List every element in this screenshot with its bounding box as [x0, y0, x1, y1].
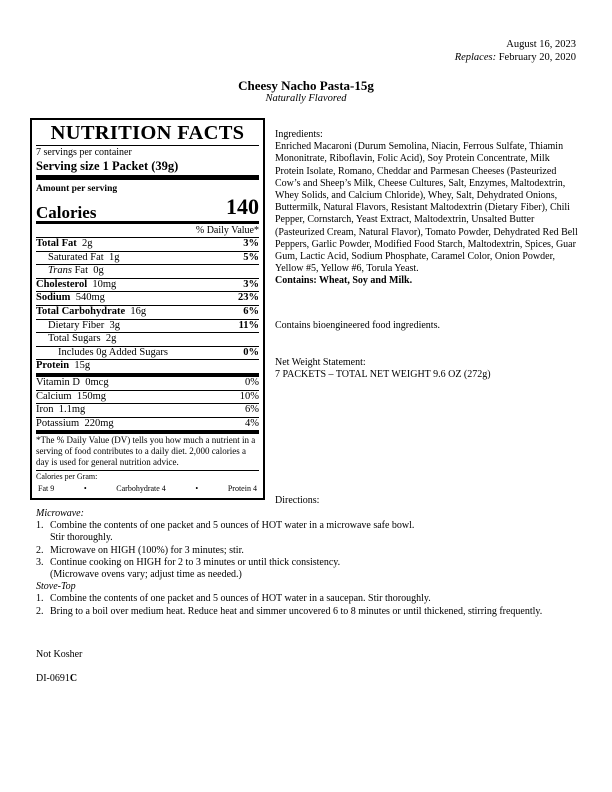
net-weight-section	[275, 357, 580, 381]
list-item	[36, 545, 576, 557]
nutrient-label: Trans	[48, 265, 72, 277]
ingredients-text: Enriched Macaroni (Durum Semolina, Niacin, Ferrous Sulfate, Thiamin Mononitrate, Riboflavin, Folic Acid), Soy Protein Concentrate, Milk Protein Isolate, Romano, Cheddar and Parmesan Cheeses (Pasteurized Cow’s and Sheep’s Milk, Cheese Cultures, Salt, Enzymes, Maltodextrin, Whey Solids, and Calcium Chloride), Whey, Salt, Dehydrated Onions, Buttermilk, Natural Flavors, Resistant Maltodextrin (Dietary Fiber), Chili Pepper, Cornstarch, Yeast Extract, Maltodextrin, Unsalted Butter (Pasteurized Cream, Natural Flavor), Tomato Powder, Dehydrated Red Bell Peppers, Garlic Powder, Modified Food Starch, Maltodextrin, Spices, Guar Gum, Lactic Acid, Sodium Phosphate, Caramel Color, Onion Powder, Yellow #5, Yellow #6, Torula Yeast.	[275, 141, 578, 275]
nutrient-dv: 6%	[245, 404, 259, 416]
nutrient-dv: 3%	[243, 238, 259, 249]
nutrient-dv: 6%	[243, 305, 259, 317]
bullet-separator: •	[195, 484, 199, 494]
calories-row	[36, 195, 259, 224]
nutrient-label: Sodium	[36, 292, 71, 304]
revision-date: August 16, 2023	[506, 39, 576, 50]
total-sugars-row	[36, 333, 259, 347]
nutrient-amount: 16g	[130, 305, 147, 317]
nutrient-label: Calcium	[36, 390, 72, 402]
step-number: 1.	[36, 520, 44, 532]
nutrient-label: Cholesterol	[36, 278, 88, 290]
servings-per-container: 7 servings per container	[36, 147, 132, 158]
step-text: Combine the contents of one packet and 5 ounces of HOT water in a microwave safe bowl.	[50, 520, 415, 532]
directions-section	[36, 508, 576, 618]
replaces-line	[455, 51, 576, 64]
nutrient-amount: 3g	[109, 319, 121, 331]
step-number: 2.	[36, 605, 44, 617]
document-code-suffix: C	[69, 673, 78, 684]
nutrient-amount: 0g	[93, 265, 104, 277]
potassium-row	[36, 418, 259, 435]
document-header	[455, 38, 576, 64]
nutrient-label: Total Sugars	[48, 333, 101, 345]
ingredients-section	[275, 129, 580, 288]
dietary-fiber-row	[36, 320, 259, 334]
allergen-statement: Contains: Wheat, Soy and Milk.	[275, 275, 413, 287]
nutrient-amount: 1.1mg	[58, 404, 86, 416]
saturated-fat-row	[36, 252, 259, 266]
cholesterol-row	[36, 279, 259, 293]
list-item	[36, 557, 576, 581]
nutrient-label: Iron	[36, 404, 54, 416]
calcium-row	[36, 391, 259, 405]
step-text: Microwave on HIGH (100%) for 3 minutes; stir.	[50, 544, 244, 556]
added-sugars-row	[36, 347, 259, 361]
nutrient-dv: 4%	[245, 417, 259, 429]
nutrient-amount: 10mg	[92, 278, 117, 290]
nutrient-amount: 15g	[74, 360, 91, 372]
list-item	[36, 520, 576, 544]
nutrient-amount: 2g	[105, 333, 117, 345]
product-title: Cheesy Nacho Pasta-15g	[238, 78, 374, 93]
nutrient-dv: 3%	[243, 278, 259, 290]
calories-value: 140	[226, 194, 259, 219]
microwave-steps	[36, 520, 576, 581]
nutrient-amount: 220mg	[84, 417, 114, 429]
nutrient-dv: 23%	[238, 292, 259, 304]
nutrient-dv: 11%	[238, 319, 259, 331]
step-number: 1.	[36, 593, 44, 605]
step-text: Combine the contents of one packet and 5 ounces of HOT water in a saucepan. Stir thoroughly.	[50, 593, 431, 605]
nutrient-amount: 2g	[82, 238, 93, 249]
kosher-statement: Not Kosher	[36, 649, 83, 660]
list-item	[36, 593, 576, 605]
document-code-prefix: DI-0691	[36, 673, 70, 684]
nutrient-label: Includes 0g Added Sugars	[58, 346, 168, 358]
step-text: Bring to a boil over medium heat. Reduce heat and simmer uncovered 6 to 8 minutes or until thickened, stirring frequently.	[50, 605, 543, 617]
product-subtitle: Naturally Flavored	[265, 93, 347, 104]
stovetop-steps	[36, 593, 576, 617]
bullet-separator: •	[83, 484, 87, 494]
microwave-heading: Microwave:	[36, 508, 84, 519]
nutrient-label: Vitamin D	[36, 376, 80, 388]
net-weight-label: Net Weight Statement:	[275, 357, 366, 368]
nutrition-facts-heading: NUTRITION FACTS	[36, 121, 259, 146]
nutrient-label: Dietary Fiber	[48, 319, 105, 331]
nutrient-label: Potassium	[36, 417, 80, 429]
daily-value-header: % Daily Value*	[36, 224, 259, 238]
net-weight-value: 7 PACKETS – TOTAL NET WEIGHT 9.6 OZ (272g)	[275, 369, 491, 381]
nutrient-amount: 0mcg	[85, 376, 109, 388]
ingredients-label: Ingredients:	[275, 129, 323, 140]
nutrient-label-suffix: Fat	[74, 265, 88, 277]
sodium-row	[36, 292, 259, 306]
step-continuation: (Microwave ovens vary; adjust time as needed.)	[50, 569, 242, 581]
nutrient-dv: 0%	[243, 346, 259, 358]
nutrition-facts-panel	[30, 118, 265, 500]
total-carbohydrate-row	[36, 306, 259, 320]
step-number: 3.	[36, 556, 44, 568]
replaces-date: February 20, 2020	[498, 52, 576, 63]
step-continuation: Stir thoroughly.	[50, 532, 113, 544]
nutrient-amount: 540mg	[75, 292, 105, 304]
total-fat-row	[36, 238, 259, 252]
nutrient-label: Total Carbohydrate	[36, 305, 126, 317]
fat-per-gram: Fat 9	[38, 484, 55, 494]
trans-fat-row	[36, 265, 259, 279]
nutrient-amount: 1g	[108, 251, 120, 263]
protein-per-gram: Protein 4	[227, 484, 257, 494]
step-number: 2.	[36, 544, 44, 556]
document-code	[36, 673, 77, 684]
nutrient-amount: 150mg	[76, 390, 106, 402]
directions-label: Directions:	[275, 495, 320, 506]
nutrient-dv: 10%	[239, 390, 259, 402]
step-text: Continue cooking on HIGH for 2 to 3 minutes or until thick consistency.	[50, 556, 341, 568]
calories-label: Calories	[36, 203, 97, 222]
carb-per-gram: Carbohydrate 4	[116, 484, 166, 494]
nutrient-label: Saturated Fat	[48, 251, 104, 263]
nutrient-label: Total Fat	[36, 238, 77, 249]
nutrient-dv: 5%	[243, 251, 259, 263]
calories-per-gram-label: Calories per Gram:	[36, 472, 98, 482]
iron-row	[36, 404, 259, 418]
list-item	[36, 606, 576, 618]
replaces-label: Replaces:	[454, 52, 497, 63]
vitamin-d-row	[36, 377, 259, 391]
bioengineered-statement: Contains bioengineered food ingredients.	[275, 320, 440, 331]
nutrient-label: Protein	[36, 360, 70, 372]
amount-per-serving: Amount per serving	[36, 184, 118, 194]
daily-value-footnote: *The % Daily Value (DV) tells you how much a nutrient in a serving of food contributes to a daily diet. 2,000 calories a day is used for general nutrition advice.	[36, 434, 259, 471]
stovetop-heading: Stove-Top	[36, 581, 76, 593]
serving-size: Serving size 1 Packet (39g)	[36, 159, 259, 180]
nutrient-dv: 0%	[245, 376, 259, 388]
calories-per-gram-row	[36, 482, 259, 494]
protein-row	[36, 360, 259, 377]
